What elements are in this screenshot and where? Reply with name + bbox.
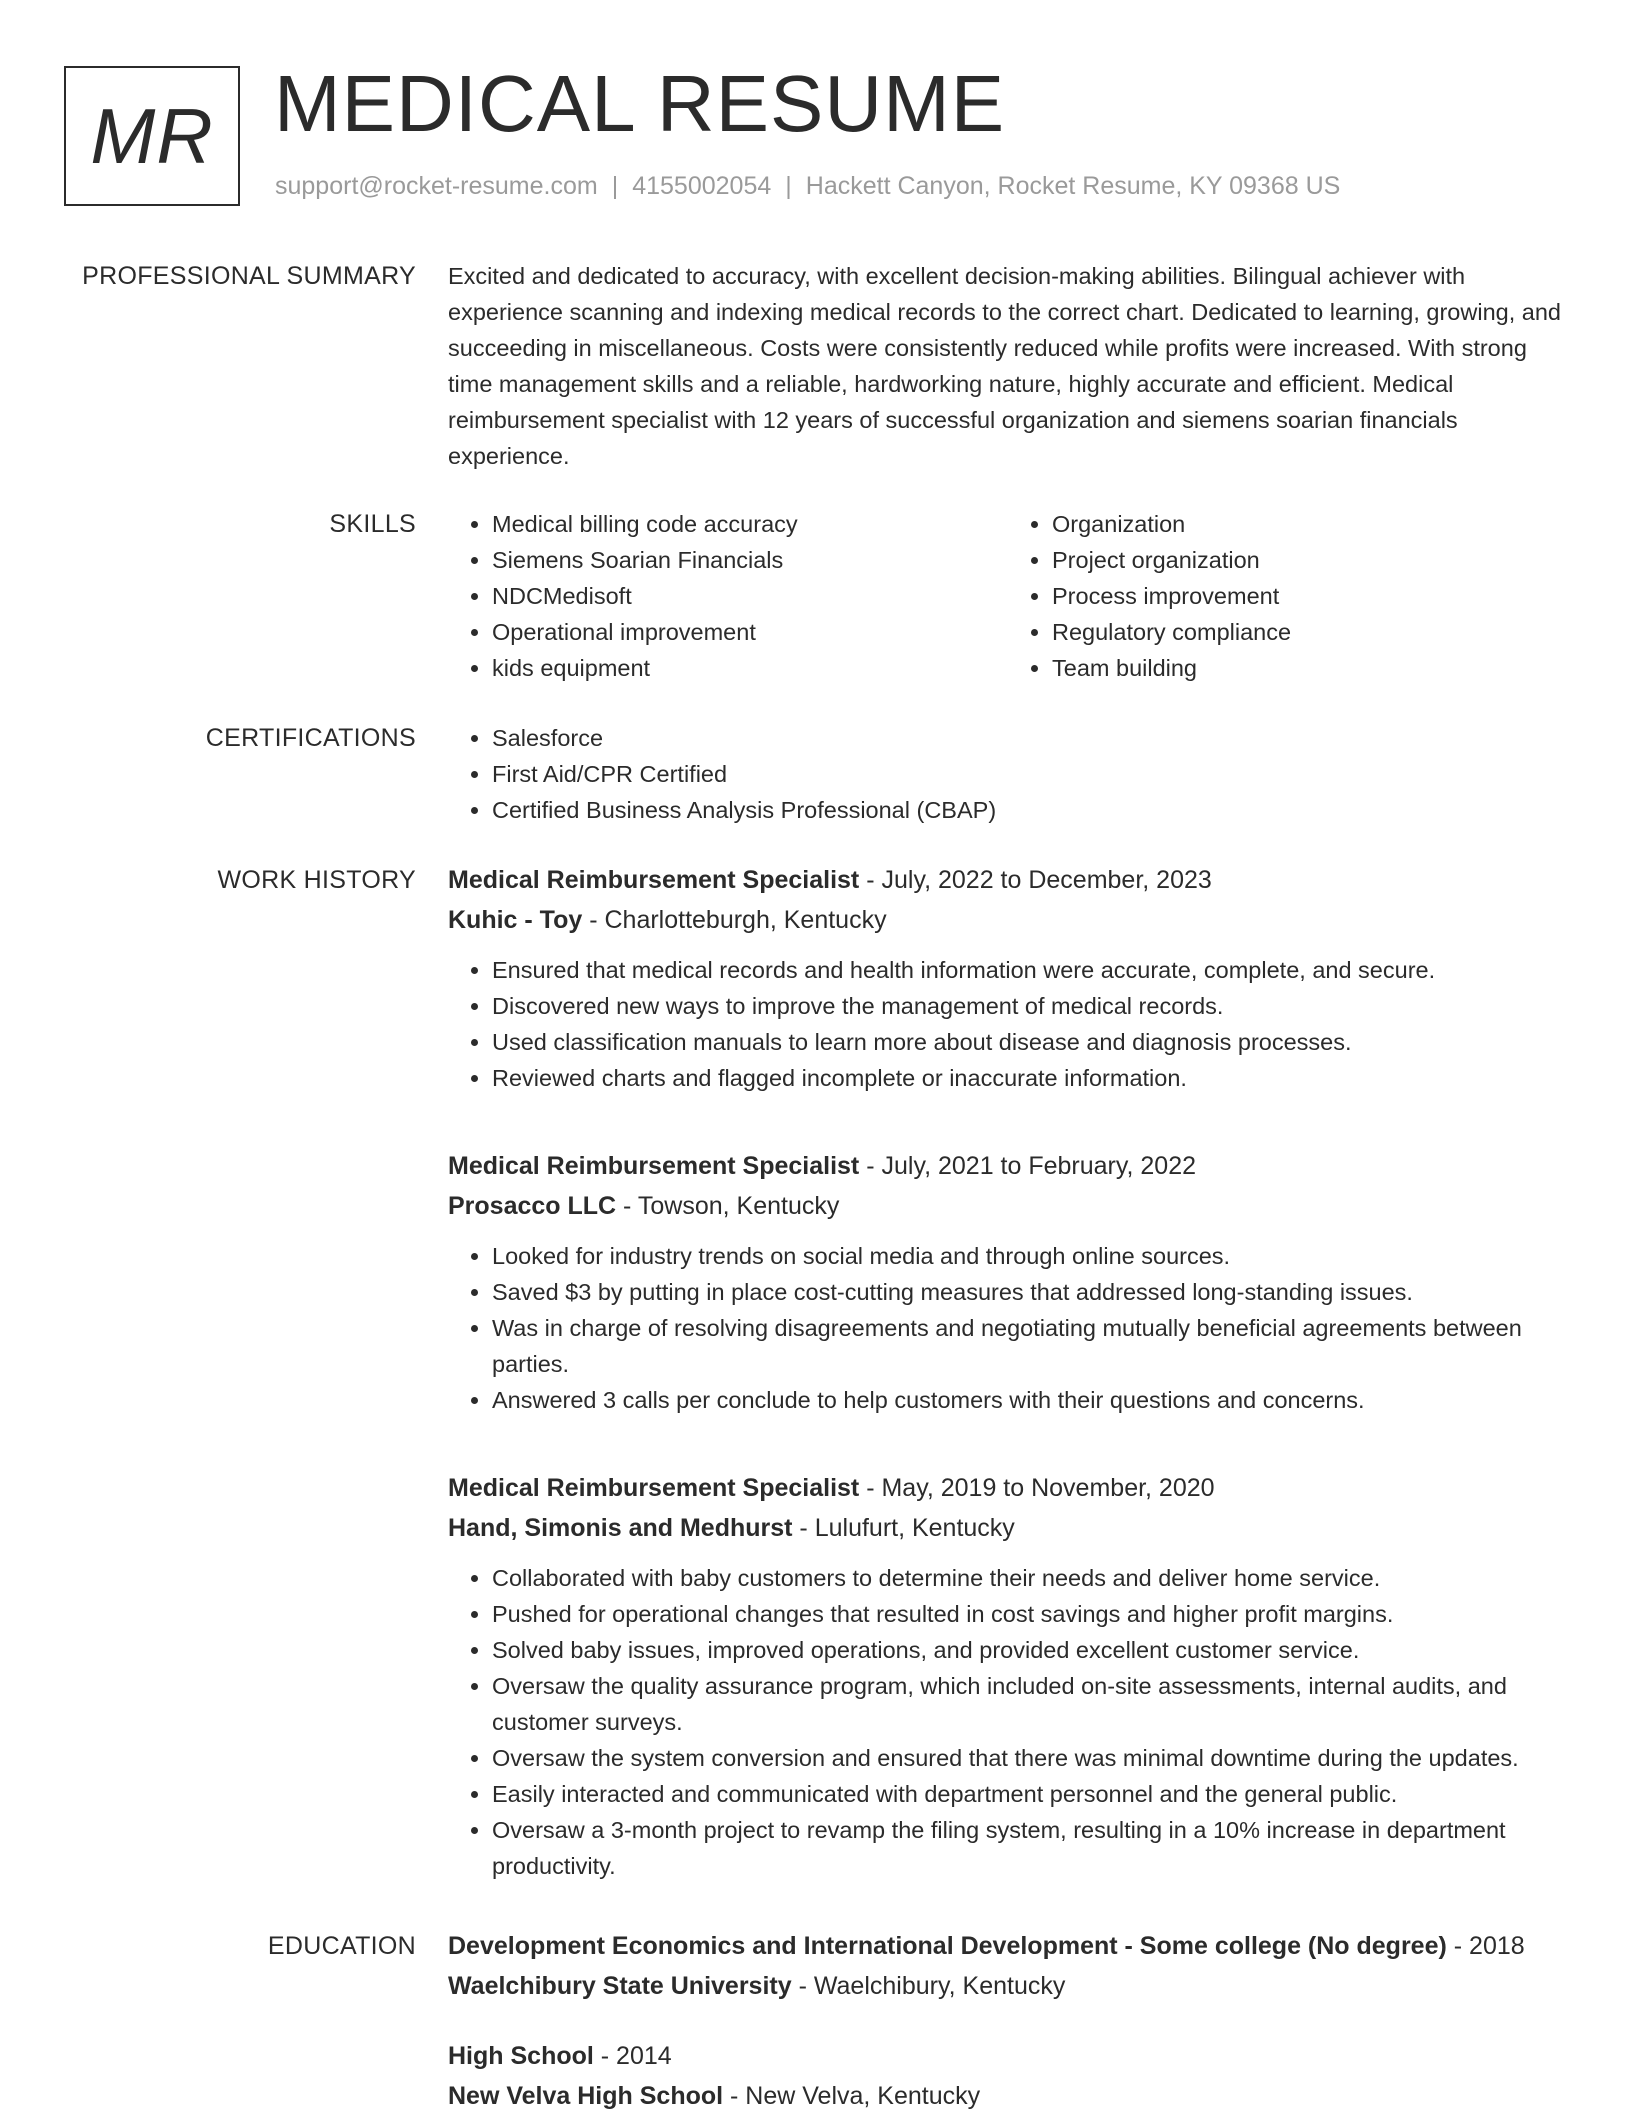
contact-address: Hackett Canyon, Rocket Resume, KY 09368 US bbox=[805, 172, 1341, 200]
skill-item: • Team building bbox=[1052, 650, 1568, 686]
education-degree: High School bbox=[448, 2042, 594, 2070]
job-entry bbox=[448, 860, 1568, 1096]
section-heading: SKILLS bbox=[329, 510, 416, 538]
job-title-line bbox=[448, 1146, 1568, 1186]
job-bullet: • Was in charge of resolving disagreements and negotiating mutually beneficial agreements between parties. bbox=[492, 1310, 1568, 1382]
section-heading: WORK HISTORY bbox=[217, 866, 416, 894]
skill-item: • NDCMedisoft bbox=[492, 578, 1008, 614]
job-bullet: • Oversaw a 3-month project to revamp the filing system, resulting in a 10% increase in department productivity. bbox=[492, 1812, 1568, 1884]
contact-separator: | bbox=[611, 172, 619, 200]
certification-item: • First Aid/CPR Certified bbox=[492, 756, 1568, 792]
skills-list-left bbox=[448, 506, 1008, 686]
job-title: Medical Reimbursement Specialist bbox=[448, 1474, 860, 1502]
job-bullet: • Oversaw the system conversion and ensured that there was minimal downtime during the updates. bbox=[492, 1740, 1568, 1776]
job-title-line bbox=[448, 1468, 1568, 1508]
job-location: - Charlotteburgh, Kentucky bbox=[582, 906, 887, 934]
certification-item: • Certified Business Analysis Professional (CBAP) bbox=[492, 792, 1568, 828]
job-bullet: • Discovered new ways to improve the management of medical records. bbox=[492, 988, 1568, 1024]
skill-item: • Siemens Soarian Financials bbox=[492, 542, 1008, 578]
job-location: - Lulufurt, Kentucky bbox=[792, 1514, 1015, 1542]
education-location: - New Velva, Kentucky bbox=[723, 2082, 981, 2110]
job-dates: - July, 2021 to February, 2022 bbox=[859, 1152, 1197, 1180]
job-bullets bbox=[448, 1238, 1568, 1418]
job-dates: - May, 2019 to November, 2020 bbox=[859, 1474, 1215, 1502]
job-title: Medical Reimbursement Specialist bbox=[448, 866, 860, 894]
skill-item: • Regulatory compliance bbox=[1052, 614, 1568, 650]
education-school: Waelchibury State University bbox=[448, 1972, 792, 2000]
job-dates: - July, 2022 to December, 2023 bbox=[859, 866, 1212, 894]
skill-item: • Organization bbox=[1052, 506, 1568, 542]
job-company: Kuhic - Toy bbox=[448, 906, 583, 934]
job-bullets bbox=[448, 952, 1568, 1096]
job-bullet: • Solved baby issues, improved operations, and provided excellent customer service. bbox=[492, 1632, 1568, 1668]
education-year: - 2018 bbox=[1446, 1932, 1525, 1960]
job-title-line bbox=[448, 860, 1568, 900]
education-degree-line bbox=[448, 2036, 1568, 2076]
job-location: - Towson, Kentucky bbox=[616, 1192, 840, 1220]
job-entry bbox=[448, 1146, 1568, 1418]
job-bullet: • Ensured that medical records and health information were accurate, complete, and secure. bbox=[492, 952, 1568, 988]
job-company: Hand, Simonis and Medhurst bbox=[448, 1514, 793, 1542]
skill-item: • Project organization bbox=[1052, 542, 1568, 578]
job-bullet: • Looked for industry trends on social media and through online sources. bbox=[492, 1238, 1568, 1274]
job-title: Medical Reimbursement Specialist bbox=[448, 1152, 860, 1180]
job-company-line bbox=[448, 900, 1568, 940]
contact-email[interactable]: support@rocket-resume.com bbox=[275, 172, 598, 200]
education-school-line bbox=[448, 1966, 1568, 2006]
education-entry bbox=[448, 2036, 1568, 2116]
job-bullet: • Answered 3 calls per conclude to help customers with their questions and concerns. bbox=[492, 1382, 1568, 1418]
certifications-list bbox=[448, 720, 1568, 828]
certification-item: • Salesforce bbox=[492, 720, 1568, 756]
job-entry bbox=[448, 1468, 1568, 1884]
skill-item: • Medical billing code accuracy bbox=[492, 506, 1008, 542]
job-bullet: • Saved $3 by putting in place cost-cutting measures that addressed long-standing issues. bbox=[492, 1274, 1568, 1310]
education-degree-line bbox=[448, 1926, 1568, 1966]
contact-separator: | bbox=[785, 172, 792, 200]
job-bullet: • Oversaw the quality assurance program, which included on-site assessments, internal audits, and customer surveys. bbox=[492, 1668, 1568, 1740]
monogram-logo: MR bbox=[64, 66, 240, 206]
section-heading: PROFESSIONAL SUMMARY bbox=[82, 262, 416, 290]
skills-list-right bbox=[1008, 506, 1568, 686]
job-bullet: • Collaborated with baby customers to determine their needs and deliver home service. bbox=[492, 1560, 1568, 1596]
job-bullet: • Easily interacted and communicated with department personnel and the general public. bbox=[492, 1776, 1568, 1812]
job-company: Prosacco LLC bbox=[448, 1192, 617, 1220]
skill-item: • kids equipment bbox=[492, 650, 1008, 686]
job-bullets bbox=[448, 1560, 1568, 1884]
education-school: New Velva High School bbox=[448, 2082, 724, 2110]
education-school-line bbox=[448, 2076, 1568, 2116]
education-year: - 2014 bbox=[593, 2042, 672, 2070]
summary-text: Excited and dedicated to accuracy, with excellent decision-making abilities. Bilingual achiever with experience scanning and indexing medical records to the correct chart. Dedicated to learning, growing, and succeeding in miscellaneous. Costs were consistently reduced while profits were increased. With strong time management skills and a reliable, hardworking nature, highly accurate and efficient. Medical reimbursement specialist with 12 years of successful organization and siemens soarian financials experience. bbox=[448, 263, 1561, 469]
job-bullet: • Used classification manuals to learn more about disease and diagnosis processes. bbox=[492, 1024, 1568, 1060]
education-degree: Development Economics and International Development - Some college (No degree) bbox=[448, 1932, 1447, 1960]
job-bullet: • Pushed for operational changes that resulted in cost savings and higher profit margins. bbox=[492, 1596, 1568, 1632]
contact-phone[interactable]: 4155002054 bbox=[632, 172, 772, 200]
job-company-line bbox=[448, 1186, 1568, 1226]
skill-item: • Operational improvement bbox=[492, 614, 1008, 650]
section-heading: CERTIFICATIONS bbox=[205, 724, 416, 752]
education-entry bbox=[448, 1926, 1568, 2006]
skill-item: • Process improvement bbox=[1052, 578, 1568, 614]
education-location: - Waelchibury, Kentucky bbox=[791, 1972, 1066, 2000]
resume-header bbox=[64, 59, 1568, 216]
contact-line bbox=[275, 172, 1340, 201]
job-company-line bbox=[448, 1508, 1568, 1548]
resume-title: MEDICAL RESUME bbox=[274, 59, 1006, 148]
section-heading: EDUCATION bbox=[267, 1932, 416, 1960]
job-bullet: • Reviewed charts and flagged incomplete or inaccurate information. bbox=[492, 1060, 1568, 1096]
